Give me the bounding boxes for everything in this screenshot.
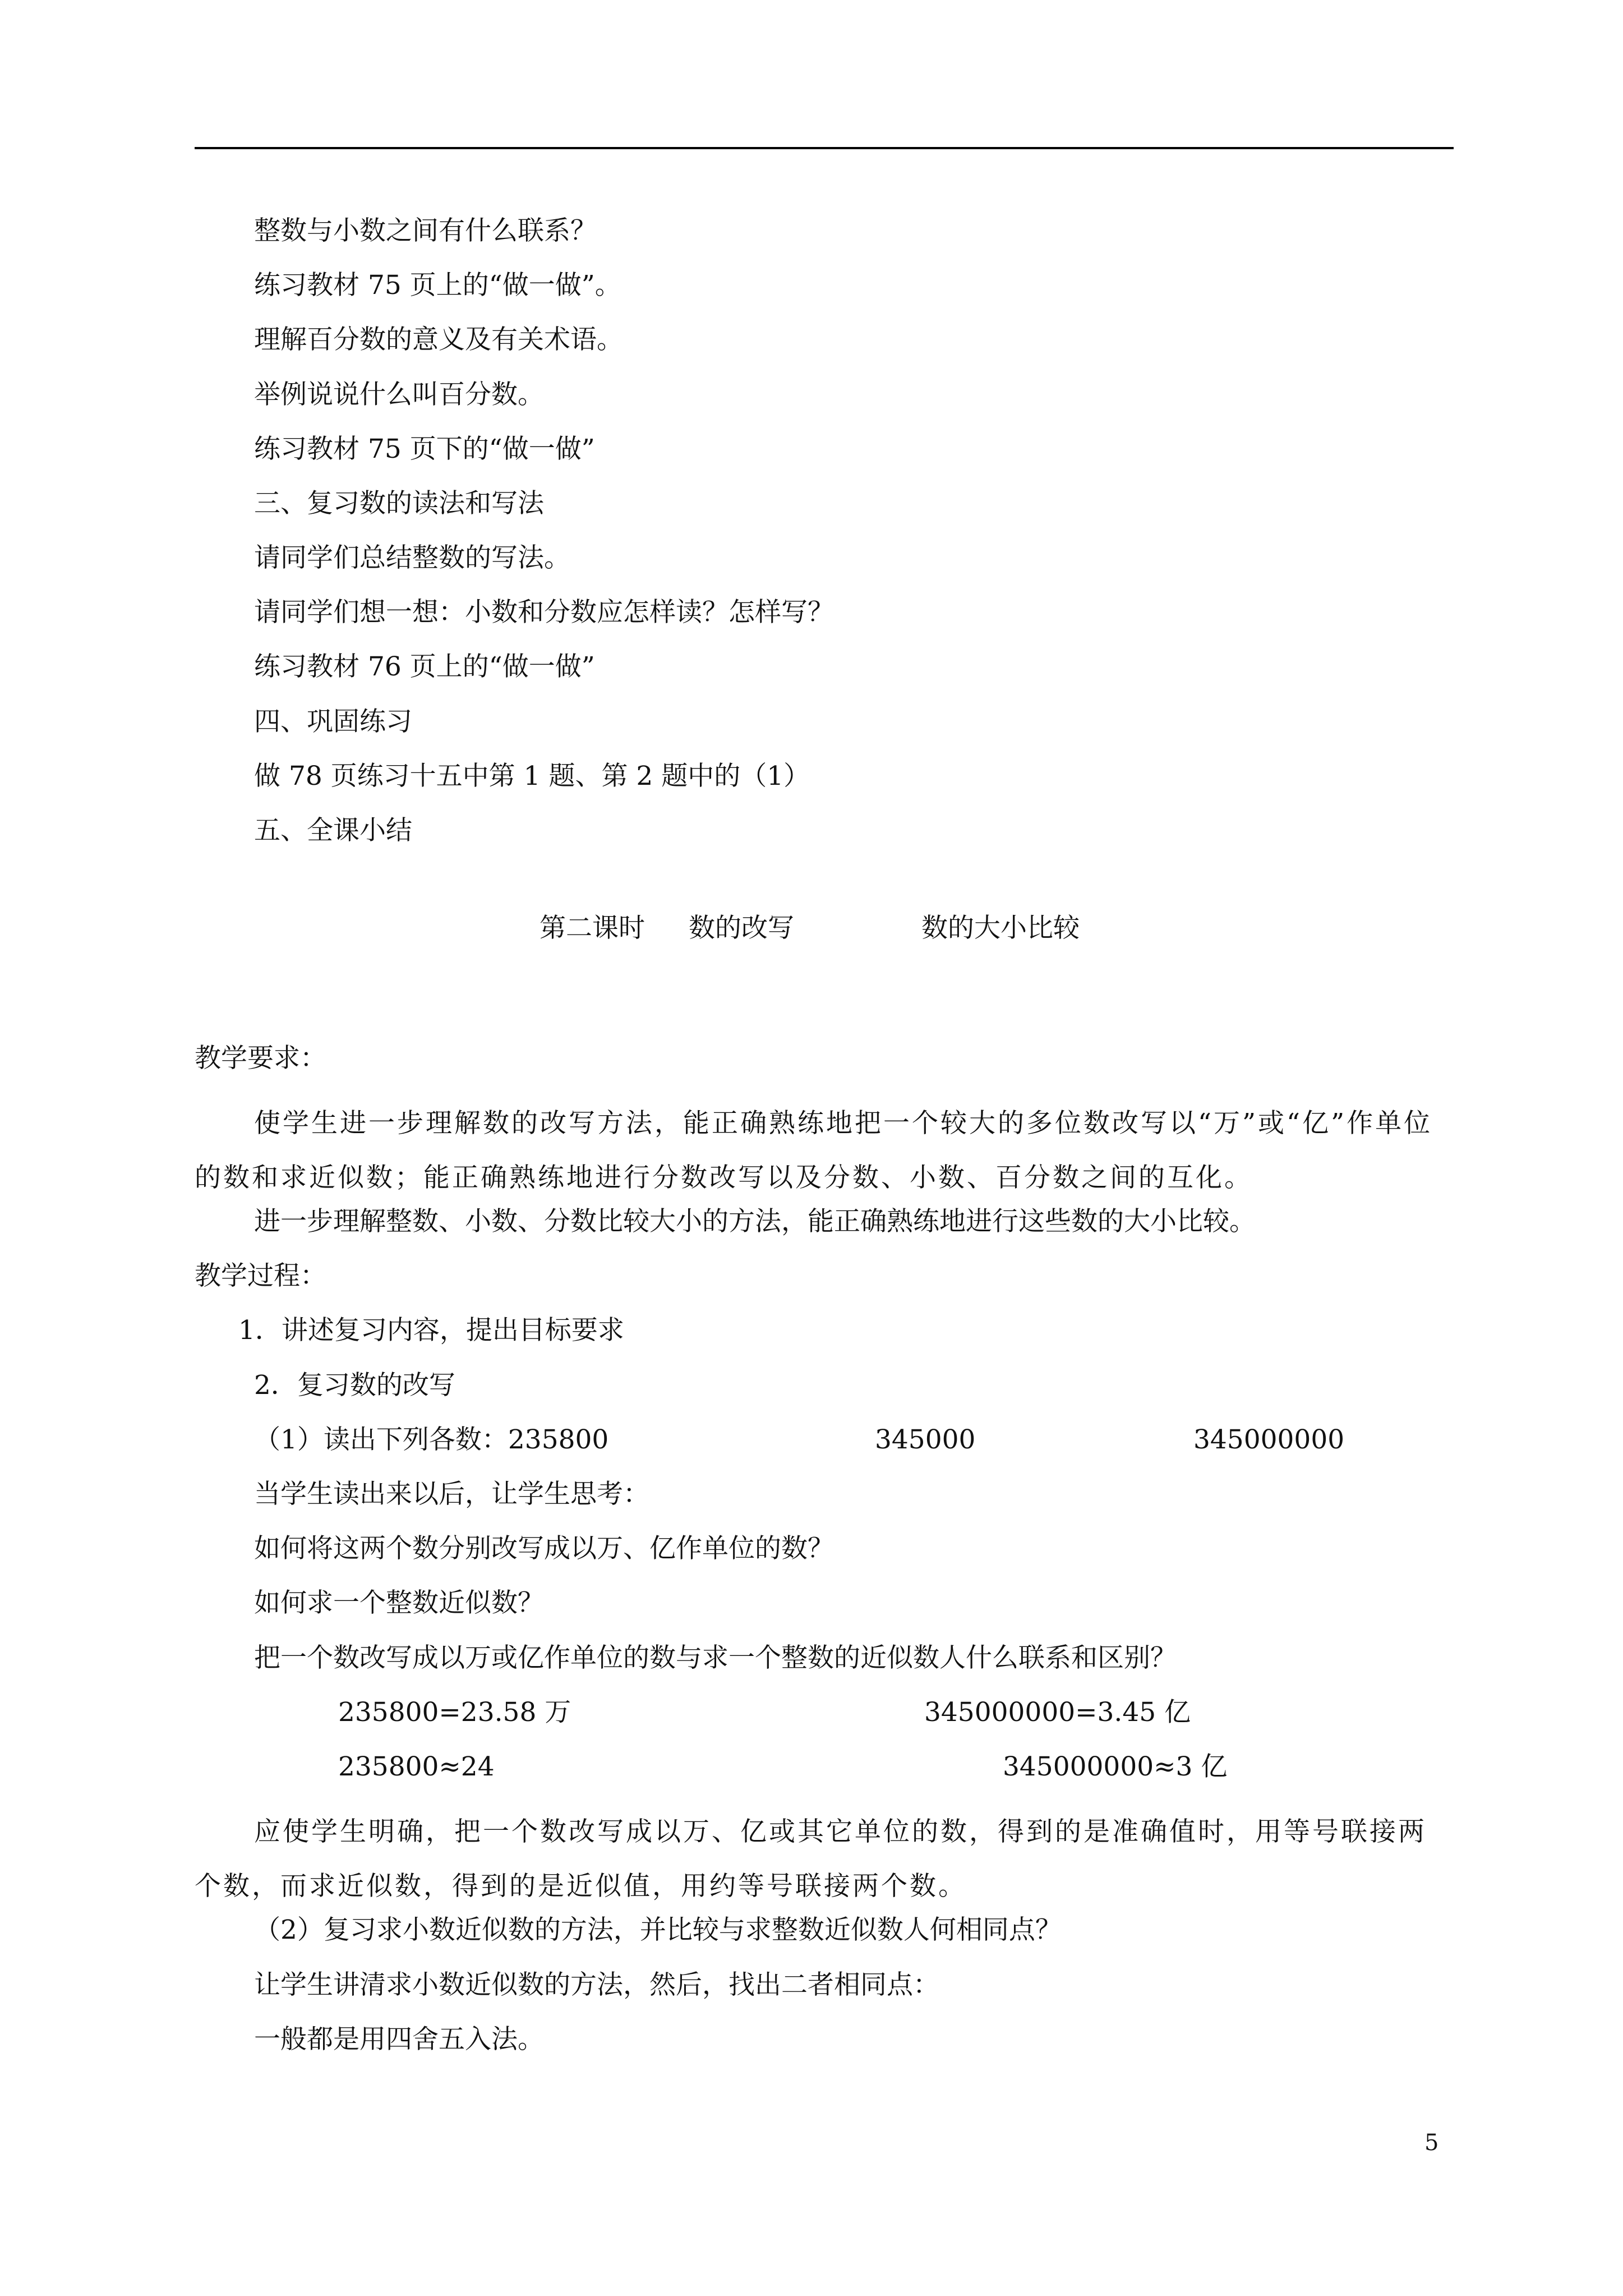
body-line: 整数与小数之间有什么联系？ [254, 215, 597, 246]
section-heading: 五、全课小结 [254, 815, 412, 846]
body-line: 练习教材 75 页上的“做一做”。 [254, 270, 621, 301]
body-line: （2）复习求小数近似数的方法，并比较与求整数近似数人何相同点？ [254, 1915, 1062, 1945]
read-number: 345000000 [1193, 1424, 1345, 1455]
equation: 235800≈24 [338, 1751, 495, 1782]
body-line: 做 78 页练习十五中第 1 题、第 2 题中的（1） [254, 761, 810, 792]
body-line: 一般都是用四舍五入法。 [254, 2024, 544, 2055]
body-line: 请同学们想一想：小数和分数应怎样读？怎样写？ [254, 597, 834, 628]
equation: 345000000≈3 亿 [1003, 1751, 1228, 1782]
lesson-title-part: 数的大小比较 [921, 913, 1080, 944]
teaching-requirements-para: 进一步理解整数、小数、分数比较大小的方法，能正确熟练地进行这些数的大小比较。 [254, 1206, 1256, 1237]
process-step: 2．复习数的改写 [254, 1370, 455, 1401]
lesson-title-part: 第二课时 [540, 913, 645, 944]
lesson-title-part: 数的改写 [689, 913, 794, 944]
question: 把一个数改写成以万或亿作单位的数与求一个整数的近似数人什么联系和区别？ [254, 1642, 1177, 1673]
teaching-requirements-heading: 教学要求： [195, 1043, 326, 1074]
body-line: 练习教材 76 页上的“做一做” [254, 651, 595, 682]
process-step: 1．讲述复习内容，提出目标要求 [238, 1315, 624, 1346]
body-line: 练习教材 75 页下的“做一做” [254, 434, 595, 464]
equation: 235800=23.58 万 [338, 1697, 571, 1728]
section-heading: 三、复习数的读法和写法 [254, 488, 544, 519]
page-number: 5 [1424, 2130, 1439, 2156]
body-line: 让学生讲清求小数近似数的方法，然后，找出二者相同点： [254, 1970, 939, 2000]
teaching-process-heading: 教学过程： [195, 1260, 326, 1291]
body-line: 理解百分数的意义及有关术语。 [254, 324, 623, 355]
body-line: 举例说说什么叫百分数。 [254, 379, 544, 410]
read-numbers-prefix: （1）读出下列各数：235800 [254, 1424, 609, 1455]
read-number: 345000 [875, 1424, 976, 1455]
section-heading: 四、巩固练习 [254, 706, 412, 737]
body-line: 请同学们总结整数的写法。 [254, 542, 570, 573]
teaching-requirements-para: 使学生进一步理解数的改写方法，能正确熟练地把一个较大的多位数改写以“万”或“亿”作单位的数和求近似数；能正确熟练地进行分数改写以及分数、小数、百分数之间的互化。 [195, 1108, 1433, 1193]
question: 如何将这两个数分别改写成以万、亿作单位的数？ [254, 1533, 834, 1564]
clarify-para: 应使学生明确，把一个数改写成以万、亿或其它单位的数，得到的是准确值时，用等号联接两个数，而求近似数，得到的是近似值，用约等号联接两个数。 [195, 1816, 1427, 1902]
body-line: 当学生读出来以后，让学生思考： [254, 1479, 649, 1510]
header-rule [195, 147, 1454, 149]
equation: 345000000=3.45 亿 [924, 1697, 1191, 1728]
question: 如何求一个整数近似数？ [254, 1588, 544, 1618]
